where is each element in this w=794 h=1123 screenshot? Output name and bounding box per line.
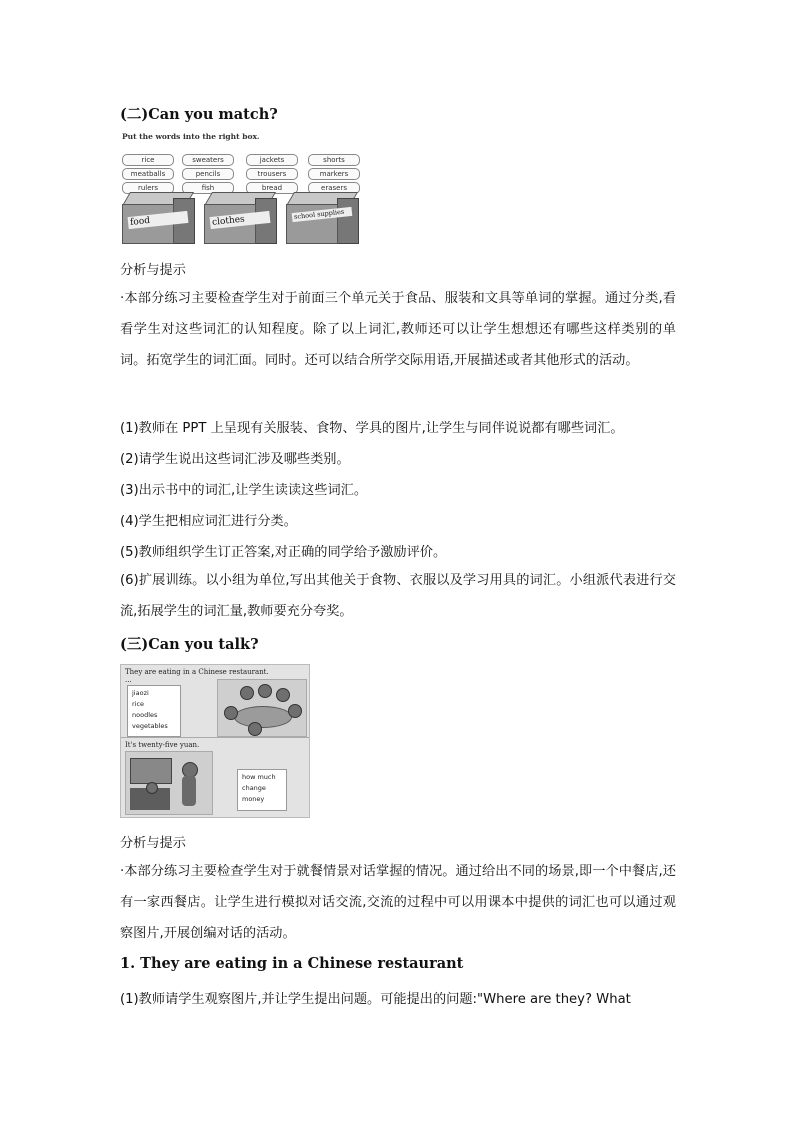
- word-chip: markers: [308, 168, 360, 180]
- shop-scene-image: [125, 751, 213, 815]
- word-item: noodles: [132, 711, 158, 719]
- box-label: food: [128, 211, 189, 229]
- word-chip: sweaters: [182, 154, 234, 166]
- word-item: vegetables: [132, 722, 168, 730]
- analysis-heading: 分析与提示: [120, 836, 186, 851]
- word-list-shopping: [237, 769, 287, 811]
- box-label: clothes: [210, 211, 271, 229]
- word-list-food: [127, 685, 181, 737]
- category-box-school-supplies: [286, 192, 358, 244]
- analysis-paragraph: ·本部分练习主要检查学生对于就餐情景对话掌握的情况。通过给出不同的场景,即一个中餐店,还有一家西餐店。让学生进行模拟对话交流,交流的过程中可以用课本中提供的词汇也可以通过观察图片,开展创编对话的活动。: [120, 864, 676, 941]
- step-item: (1)教师请学生观察图片,并让学生提出问题。可能提出的问题:"Where are they? What: [120, 992, 631, 1007]
- word-chip: trousers: [246, 168, 298, 180]
- word-chip: bread: [246, 182, 298, 194]
- subheading: 1. They are eating in a Chinese restaurant: [120, 955, 464, 972]
- word-item: how much: [242, 773, 276, 781]
- word-item: change: [242, 784, 266, 792]
- figure-caption: They are eating in a Chinese restaurant.: [125, 668, 269, 676]
- section-title-talk: (三)Can you talk?: [120, 636, 259, 653]
- word-chip: jackets: [246, 154, 298, 166]
- section-title-match: (二)Can you match?: [120, 106, 278, 123]
- figure-caption: It's twenty-five yuan.: [125, 741, 200, 749]
- word-chip: erasers: [308, 182, 360, 194]
- restaurant-figure: [120, 664, 310, 818]
- figure-instruction: Put the words into the right box.: [122, 132, 260, 141]
- word-chip: rice: [122, 154, 174, 166]
- step-item: (2)请学生说出这些词汇涉及哪些类别。: [120, 452, 350, 467]
- word-chip: shorts: [308, 154, 360, 166]
- step-item: (5)教师组织学生订正答案,对正确的同学给予激励评价。: [120, 545, 447, 560]
- word-chip: meatballs: [122, 168, 174, 180]
- analysis-paragraph: ·本部分练习主要检查学生对于前面三个单元关于食品、服装和文具等单词的掌握。通过分类,看看学生对这些词汇的认知程度。除了以上词汇,教师还可以让学生想想还有哪些这样类别的单词。拓宽学生的词汇面。同时。还可以结合所学交际用语,开展描述或者其他形式的活动。: [120, 291, 676, 368]
- category-box-clothes: [204, 192, 276, 244]
- word-item: rice: [132, 700, 145, 708]
- category-box-food: [122, 192, 194, 244]
- step-item: (4)学生把相应词汇进行分类。: [120, 514, 297, 529]
- step-item-extended: (6)扩展训练。以小组为单位,写出其他关于食物、衣服以及学习用具的词汇。小组派代表进行交流,拓展学生的词汇量,教师要充分夸奖。: [120, 573, 676, 619]
- word-chip: fish: [182, 182, 234, 194]
- box-label: school supplies: [292, 207, 353, 222]
- match-words-figure: [120, 130, 360, 246]
- word-chip: pencils: [182, 168, 234, 180]
- step-item: (3)出示书中的词汇,让学生读读这些词汇。: [120, 483, 368, 498]
- analysis-heading: 分析与提示: [120, 263, 186, 278]
- word-chip: rulers: [122, 182, 174, 194]
- word-item: money: [242, 795, 265, 803]
- step-item: (1)教师在 PPT 上呈现有关服装、食物、学具的图片,让学生与同伴说说都有哪些词汇。: [120, 421, 624, 436]
- figure-ellipsis: ...: [125, 676, 132, 684]
- word-item: jiaozi: [132, 689, 149, 697]
- restaurant-scene-image: [217, 679, 307, 737]
